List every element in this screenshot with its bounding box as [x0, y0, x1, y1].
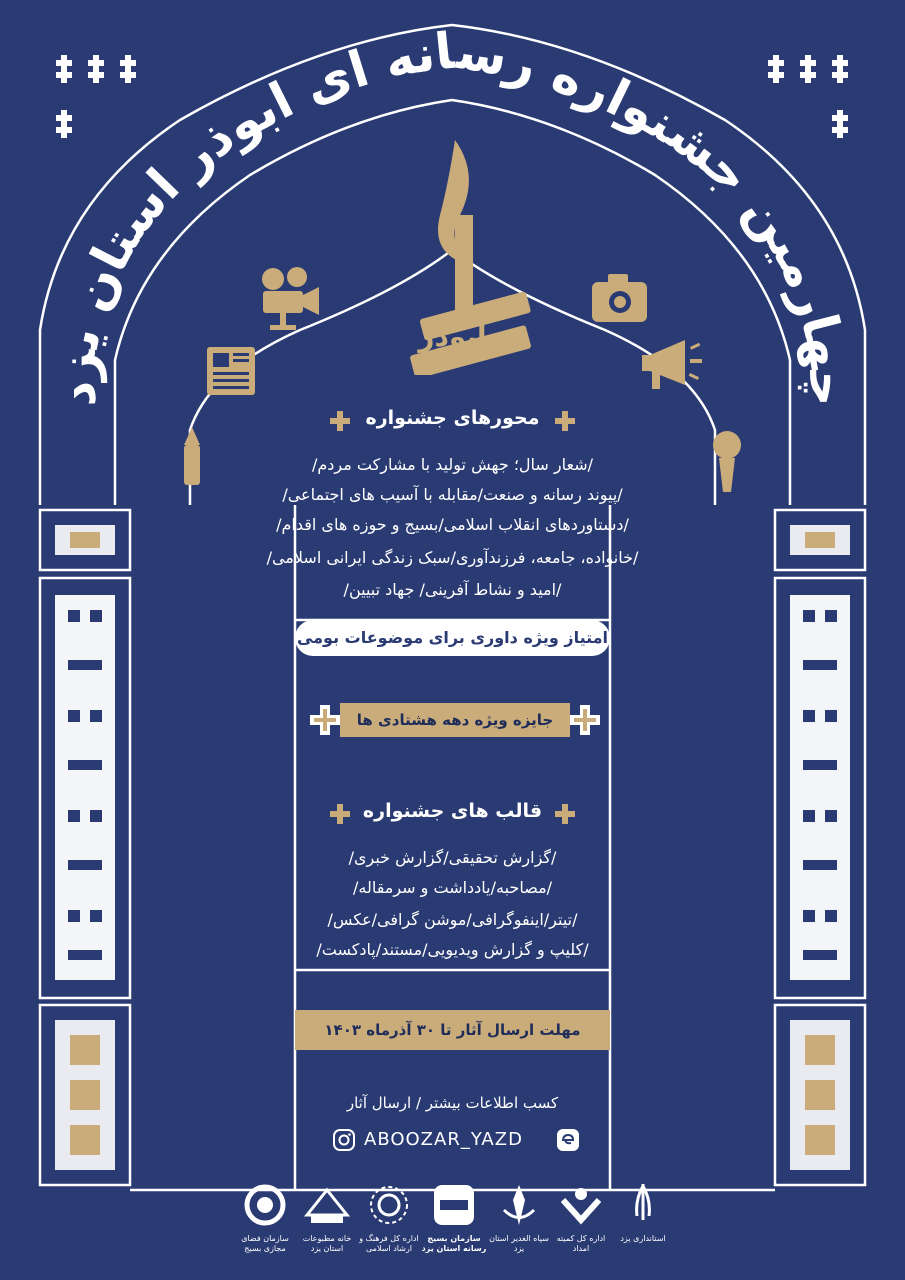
axis-item: /پیوند رسانه و صنعت/مقابله با آسیب های اجتماعی/	[282, 485, 623, 504]
ornament-left-icon	[555, 804, 575, 824]
special-points-badge: امتیاز ویژه داوری برای موضوعات بومی	[295, 620, 610, 656]
sponsor-emblem-icon	[235, 1180, 295, 1230]
plus-ornament-icon	[310, 705, 340, 735]
formats-heading-text: قالب های جشنواره	[362, 800, 543, 822]
ornament-right-icon	[330, 804, 350, 824]
sponsor-logo: اداره کل فرهنگ و ارشاد اسلامی	[359, 1180, 419, 1254]
special-award-banner	[310, 695, 600, 745]
deadline-banner: مهلت ارسال آثار تا ۳۰ آذرماه ۱۴۰۳	[295, 1010, 610, 1050]
special-award-text: جایزه ویژه دهه هشتادی ها	[340, 703, 570, 737]
sponsor-emblem-icon	[421, 1180, 487, 1230]
format-item: /تیتر/اینفوگرافی/موشن گرافی/عکس/	[327, 910, 578, 929]
plus-ornament-icon	[570, 705, 600, 735]
ornament-left-icon	[555, 411, 575, 431]
axes-heading-text: محورهای جشنواره	[365, 407, 540, 429]
sponsor-logo: سازمان بسیج رسانه استان یزد	[421, 1180, 487, 1254]
sponsor-emblem-icon	[613, 1180, 673, 1230]
sponsor-logo: استانداری یزد	[613, 1180, 673, 1244]
eitaa-icon[interactable]	[556, 1128, 580, 1152]
photo-camera-icon	[590, 270, 650, 325]
newspaper-icon	[205, 345, 260, 400]
sponsor-logo: سازمان فضای مجازی بسیج	[235, 1180, 295, 1254]
ornament-right-icon	[330, 411, 350, 431]
sponsor-logos	[235, 1180, 675, 1270]
film-camera-icon	[255, 265, 325, 335]
sponsor-emblem-icon	[359, 1180, 419, 1230]
social-handle[interactable]	[330, 1125, 580, 1155]
formats-heading	[330, 798, 575, 830]
format-item: /گزارش تحقیقی/گزارش خبری/	[348, 848, 557, 867]
handle-text[interactable]: ABOOZAR_YAZD	[364, 1129, 523, 1150]
axis-item: /خانواده، جامعه، فرزندآوری/سبک زندگی ایرانی اسلامی/	[266, 548, 639, 567]
axis-item: /امید و نشاط آفرینی/ جهاد تبیین/	[343, 580, 562, 599]
format-item: /کلیپ و گزارش ویدیویی/مستند/پادکست/	[316, 940, 589, 959]
format-item: /مصاحبه/یادداشت و سرمقاله/	[352, 878, 553, 897]
logo-text: ابوذر	[418, 320, 487, 353]
sponsor-emblem-icon	[489, 1180, 549, 1230]
megaphone-icon	[640, 335, 710, 395]
axes-heading	[330, 405, 575, 437]
sponsor-emblem-icon	[551, 1180, 611, 1230]
instagram-icon[interactable]	[332, 1128, 356, 1152]
more-info-text: کسب اطلاعات بیشتر / ارسال آثار	[346, 1094, 559, 1112]
sponsor-logo: اداره کل کمیته امداد	[551, 1180, 611, 1254]
sponsor-logo: سپاه الغدیر استان یزد	[489, 1180, 549, 1254]
axis-item: /دستاوردهای انقلاب اسلامی/بسیج و حوزه های اقدام/	[276, 515, 629, 534]
sponsor-logo: خانه مطبوعات استان یزد	[297, 1180, 357, 1254]
sponsor-emblem-icon	[297, 1180, 357, 1230]
axis-item: /شعار سال؛ جهش تولید با مشارکت مردم/	[311, 455, 594, 474]
aboozar-logo	[360, 135, 545, 375]
title-text: چهارمین جشنواره رسانه ای ابوذر استان یزد	[49, 21, 858, 407]
